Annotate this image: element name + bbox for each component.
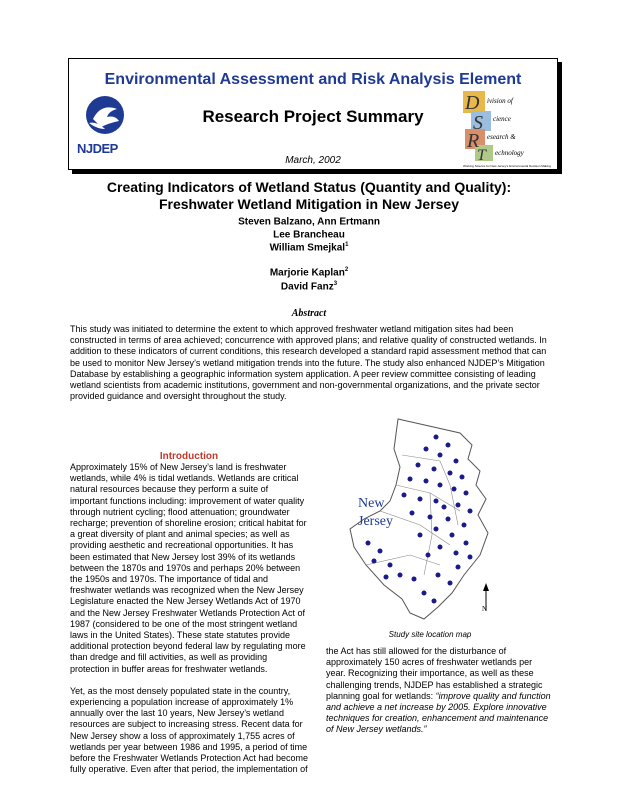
introduction-column-1 xyxy=(70,462,308,786)
site-dot xyxy=(446,517,451,522)
site-dot xyxy=(456,565,461,570)
header-title: Environmental Assessment and Risk Analysis Element xyxy=(104,71,522,88)
site-dot xyxy=(422,591,427,596)
site-dot xyxy=(432,467,437,472)
introduction-column-2-text: the Act has still allowed for the disturbance of approximately 150 acres of freshwater wetlands per year. Recognizing their importance, as well as these challenging trends, NJDEP has established a strategic planning goal for wetlands: xyxy=(326,646,543,701)
dsrt-letter-d: D xyxy=(465,92,480,114)
abstract-text: This study was initiated to determine the extent to which approved freshwater wetland mitigation sites had been constructed in terms of area achieved; concurrence with approved plans; and relative quality of constructed wetlands. In addition to these indicators of current conditions, this research developed a standard rapid assessment method that can be used to monitor New Jersey’s wetland mitigation trends into the future. The study also enhanced NJDEP’s Mitigation Database by establishing a geographic information system application. A peer review committee consisting of leading wetland scientists from academic institutions, government and non-governmental organizations, and the private sector provided guidance and oversight throughout the study. xyxy=(70,324,547,402)
site-dot xyxy=(410,511,415,516)
site-dot xyxy=(366,541,371,546)
map-label-new: New xyxy=(358,496,385,511)
site-dot xyxy=(438,483,443,488)
dsrt-letter-t: T xyxy=(477,147,486,164)
site-dot xyxy=(424,447,429,452)
site-dot xyxy=(418,533,423,538)
introduction-paragraph-1: Approximately 15% of New Jersey’s land is freshwater wetlands, while 4% is tidal wetlands. Wetlands are critical natural resources because they perform a suite of important functions including: improvement of water quality through nutrient cycling; flood attenuation; groundwater recharge; prevention of shoreline erosion; critical habitat for a great diversity of plant and animal species; as well as providing aesthetic and recreational opportunities. It has been estimated that New Jersey lost 39% of its wetlands between the 1870s and 1970s and perhaps 20% between the 1950s and 1970s. The importance of tidal and freshwater wetlands was recognized when the New Jersey Legislature enacted the New Jersey Wetlands Act of 1970 and the New Jersey Freshwater Wetlands Protection Act of 1987 (considered to be one of the most stringent wetland laws in the United States). These state statutes provide additional protection beyond federal law by regulating more than dredge and fill activities, as well as providing protection in buffer areas for freshwater wetlands. xyxy=(70,462,307,674)
author-line: William Smejkal$^1$ xyxy=(269,242,349,254)
site-dot xyxy=(464,491,469,496)
header-subtitle: Research Project Summary xyxy=(202,107,424,126)
site-dot xyxy=(426,553,431,558)
site-dot xyxy=(438,545,443,550)
site-dot xyxy=(456,503,461,508)
site-dot xyxy=(372,559,377,564)
site-dot xyxy=(434,435,439,440)
dsrt-letter-s: S xyxy=(473,112,483,134)
dsrt-word-science: cience xyxy=(493,115,511,123)
site-dot xyxy=(438,453,443,458)
site-dot xyxy=(450,533,455,538)
north-label: N xyxy=(482,605,488,613)
site-dot xyxy=(452,487,457,492)
site-dot xyxy=(434,527,439,532)
site-dot xyxy=(408,477,413,482)
site-dot xyxy=(398,573,403,578)
strategic-goal-quote: “improve quality and function and achieve a net increase by 2005. Explore innovative techniques for creation, enhancement and maintenance of New Jersey wetlands.” xyxy=(326,690,551,735)
site-dot xyxy=(384,575,389,580)
dsrt-logo-icon xyxy=(461,89,553,169)
site-dot xyxy=(448,471,453,476)
dsrt-word-technology: echnology xyxy=(495,149,524,157)
author-line: Lee Brancheau xyxy=(273,229,345,241)
site-dot xyxy=(460,475,465,480)
site-dot xyxy=(462,523,467,528)
study-site-map xyxy=(340,415,520,625)
site-dot xyxy=(442,505,447,510)
site-dot xyxy=(448,581,453,586)
site-dot xyxy=(436,573,441,578)
dsrt-word-division: ivision of xyxy=(487,97,513,105)
introduction-heading: Introduction xyxy=(159,451,219,462)
njdep-logo-text: NJDEP xyxy=(77,141,118,156)
site-dot xyxy=(432,599,437,604)
site-dot xyxy=(424,479,429,484)
map-label-jersey: Jersey xyxy=(358,514,393,529)
title-line-1: Creating Indicators of Wetland Status (Quantity and Quality): xyxy=(106,179,512,195)
dsrt-letter-r: R xyxy=(467,130,480,152)
site-dot xyxy=(378,549,383,554)
site-dot xyxy=(388,563,393,568)
site-dot xyxy=(468,555,473,560)
author-line: Marjorie Kaplan$^2$ xyxy=(269,267,349,279)
site-dot xyxy=(418,497,423,502)
site-dot xyxy=(412,577,417,582)
header-date: March, 2002 xyxy=(285,155,341,166)
site-dot xyxy=(454,459,459,464)
site-dot xyxy=(434,499,439,504)
site-dot xyxy=(468,509,473,514)
abstract-heading: Abstract xyxy=(291,308,327,319)
site-dot xyxy=(454,551,459,556)
header-box xyxy=(68,58,558,170)
map-caption: Study site location map xyxy=(388,630,472,639)
dsrt-word-research: esearch & xyxy=(487,133,516,141)
site-dot xyxy=(416,463,421,468)
site-dot xyxy=(428,515,433,520)
author-line: David Fanz$^3$ xyxy=(280,281,338,293)
dsrt-tagline: Working Science for New Jersey's Environmental Decision Making xyxy=(463,164,552,168)
site-dot xyxy=(464,541,469,546)
introduction-paragraph-2: Yet, as the most densely populated state in the country, experiencing a population increase of approximately 1% annually over the last 10 years, New Jersey’s wetland resources are subject to increasing stress. Recent data for New Jersey show a loss of approximately 1,755 acres of wetlands per year between 1986 and 1995, a period of time before the Freshwater Wetlands Protection Act had become fully operative. Even after that period, the implementation of xyxy=(70,685,308,775)
title-line-2: Freshwater Wetland Mitigation in New Jersey xyxy=(158,196,460,212)
introduction-column-2 xyxy=(326,646,554,736)
site-dot xyxy=(446,443,451,448)
site-dot xyxy=(402,493,407,498)
author-line: Steven Balzano, Ann Ertmann xyxy=(238,216,380,228)
